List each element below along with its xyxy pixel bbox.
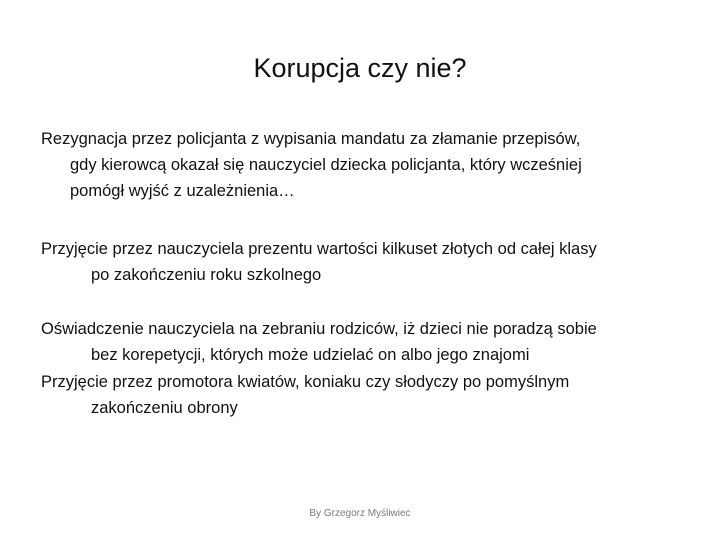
paragraph-4-line-1: Przyjęcie przez promotora kwiatów, koniaku czy słodyczy po pomyślnym [41,373,570,391]
paragraph-2-line-2: po zakończeniu roku szkolnego [91,266,322,284]
paragraph-1-line-3: pomógł wyjść z uzależnienia… [70,182,295,200]
paragraph-1 [41,126,681,204]
slide-title: Korupcja czy nie? [253,53,467,83]
slide-footer: By Grzegorz Myśliwiec [309,508,411,519]
paragraph-3-line-2: bez korepetycji, których może udzielać on albo jego znajomi [91,346,530,364]
paragraph-4 [41,369,681,421]
paragraph-1-line-2: gdy kierowcą okazał się nauczyciel dziecka policjanta, który wcześniej [70,156,582,174]
paragraph-1-line-1: Rezygnacja przez policjanta z wypisania mandatu za złamanie przepisów, [41,130,581,148]
paragraph-4-line-2: zakończeniu obrony [91,399,238,417]
paragraph-3 [41,316,681,368]
paragraph-2 [41,236,681,288]
paragraph-3-line-1: Oświadczenie nauczyciela na zebraniu rodziców, iż dzieci nie poradzą sobie [41,320,597,338]
paragraph-2-line-1: Przyjęcie przez nauczyciela prezentu wartości kilkuset złotych od całej klasy [41,240,597,258]
